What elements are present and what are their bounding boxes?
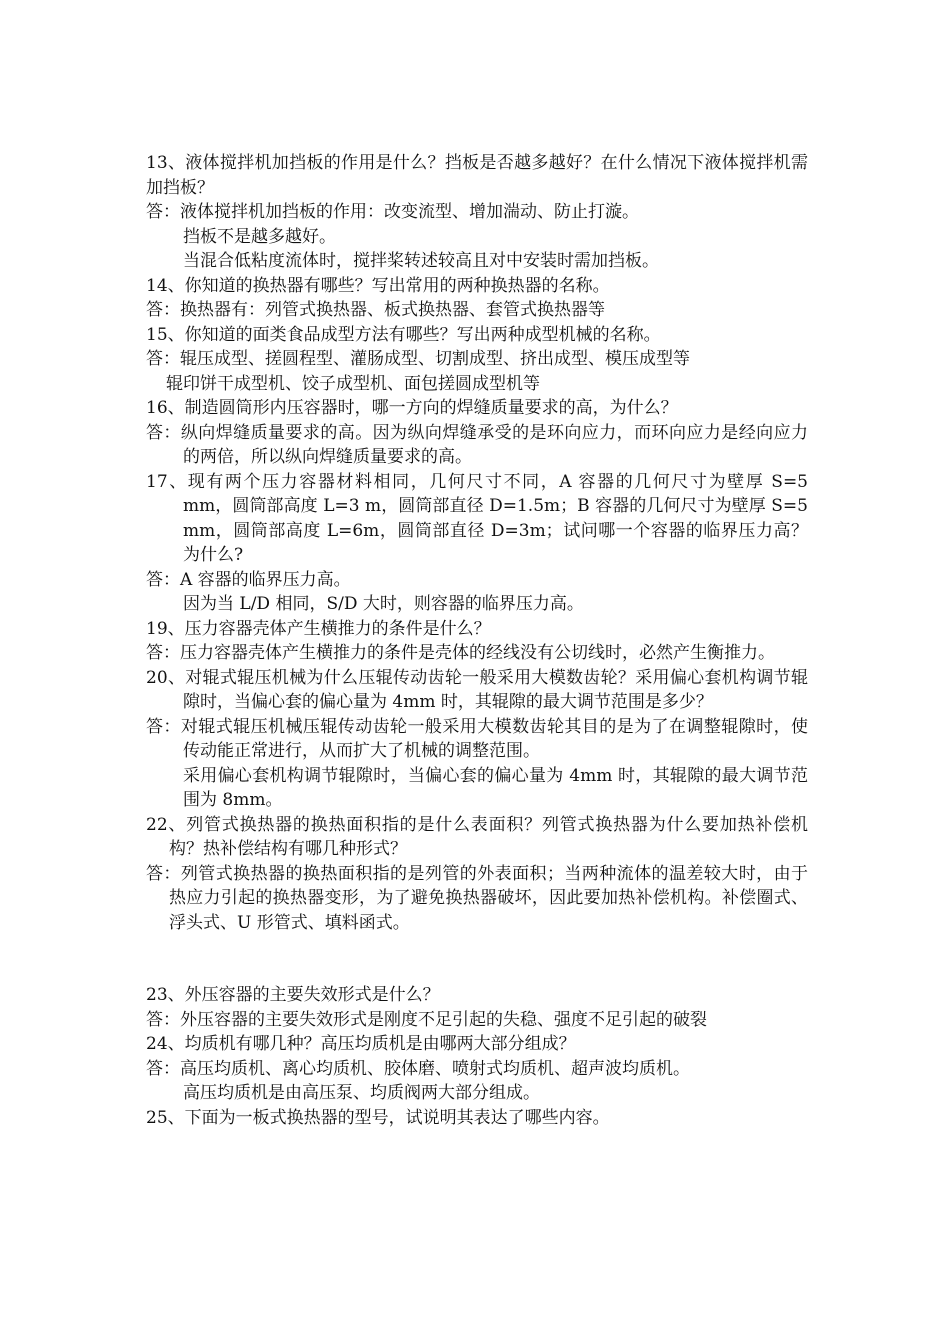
question-paragraph: 17、现有两个压力容器材料相同，几何尺寸不同，A 容器的几何尺寸为壁厚 S=5 mm，圆筒部高度 L=3 m，圆筒部直径 D=1.5m；B 容器的几何尺寸为壁厚 S=5 mm，圆筒部高度 L=6m，圆筒部直径 D=3m；试问哪一个容器的临界压力高？为什么? bbox=[146, 471, 808, 565]
answer-paragraph: 挡板不是越多越好。 bbox=[183, 226, 336, 247]
question-paragraph: 14、你知道的换热器有哪些？写出常用的两种换热器的名称。 bbox=[146, 275, 610, 296]
answer-paragraph: 答：换热器有：列管式换热器、板式换热器、套管式换热器等 bbox=[146, 300, 605, 320]
answer-paragraph: 答：液体搅拌机加挡板的作用：改变流型、增加湍动、防止打漩。 bbox=[146, 202, 639, 222]
question-paragraph: 19、压力容器壳体产生横推力的条件是什么？ bbox=[146, 618, 491, 639]
question-paragraph: 24、均质机有哪几种？高压均质机是由哪两大部分组成？ bbox=[146, 1034, 576, 1054]
answer-paragraph: 答：外压容器的主要失效形式是刚度不足引起的失稳、强度不足引起的破裂 bbox=[146, 1009, 707, 1030]
answer-paragraph: 答：对辊式辊压机械压辊传动齿轮一般采用大模数齿轮其目的是为了在调整辊隙时，使传动能正常进行，从而扩大了机械的调整范围。 bbox=[146, 716, 808, 761]
answer-paragraph: 答：压力容器壳体产生横推力的条件是壳体的经线没有公切线时，必然产生衡推力。 bbox=[146, 643, 775, 663]
question-paragraph: 13、液体搅拌机加挡板的作用是什么？挡板是否越多越好？在什么情况下液体搅拌机需加挡板？ bbox=[146, 153, 808, 198]
answer-paragraph: 答：高压均质机、离心均质机、胶体磨、喷射式均质机、超声波均质机。 bbox=[146, 1058, 690, 1079]
answer-paragraph: 采用偏心套机构调节辊隙时，当偏心套的偏心量为 4mm 时，其辊隙的最大调节范围为 8mm。 bbox=[183, 765, 808, 810]
answer-paragraph: 当混合低粘度流体时，搅拌桨转述较高且对中安装时需加挡板。 bbox=[183, 251, 659, 271]
question-paragraph: 22、列管式换热器的换热面积指的是什么表面积？列管式换热器为什么要加热补偿机构？热补偿结构有哪几种形式？ bbox=[146, 814, 808, 859]
answer-paragraph: 答：辊压成型、搓圆程型、灌肠成型、切割成型、挤出成型、模压成型等 bbox=[146, 349, 690, 369]
question-paragraph: 16、制造圆筒形内压容器时，哪一方向的焊缝质量要求的高，为什么？ bbox=[146, 398, 678, 418]
question-paragraph: 15、你知道的面类食品成型方法有哪些？写出两种成型机械的名称。 bbox=[146, 324, 661, 345]
qa-content bbox=[146, 151, 808, 1130]
answer-paragraph: 高压均质机是由高压泵、均质阀两大部分组成。 bbox=[183, 1083, 540, 1103]
question-paragraph: 23、外压容器的主要失效形式是什么？ bbox=[146, 985, 440, 1005]
answer-paragraph: 答：纵向焊缝质量要求的高。因为纵向焊缝承受的是环向应力，而环向应力是经向应力的两倍，所以纵向焊缝质量要求的高。 bbox=[146, 422, 808, 467]
section-spacer bbox=[146, 935, 808, 983]
question-paragraph: 20、对辊式辊压机械为什么压辊传动齿轮一般采用大模数齿轮？采用偏心套机构调节辊隙时，当偏心套的偏心量为 4mm 时，其辊隙的最大调节范围是多少？ bbox=[146, 667, 808, 712]
answer-paragraph: 答：列管式换热器的换热面积指的是列管的外表面积；当两种流体的温差较大时，由于热应力引起的换热器变形，为了避免换热器破坏，因此要加热补偿机构。补偿圈式、浮头式、U 形管式、填料函式。 bbox=[146, 863, 808, 933]
answer-paragraph: 辊印饼干成型机、饺子成型机、面包搓圆成型机等 bbox=[166, 373, 540, 394]
answer-paragraph: 答：A 容器的临界压力高。 bbox=[146, 569, 351, 590]
question-paragraph: 25、下面为一板式换热器的型号，试说明其表达了哪些内容。 bbox=[146, 1107, 610, 1128]
answer-paragraph: 因为当 L/D 相同，S/D 大时，则容器的临界压力高。 bbox=[183, 594, 584, 614]
